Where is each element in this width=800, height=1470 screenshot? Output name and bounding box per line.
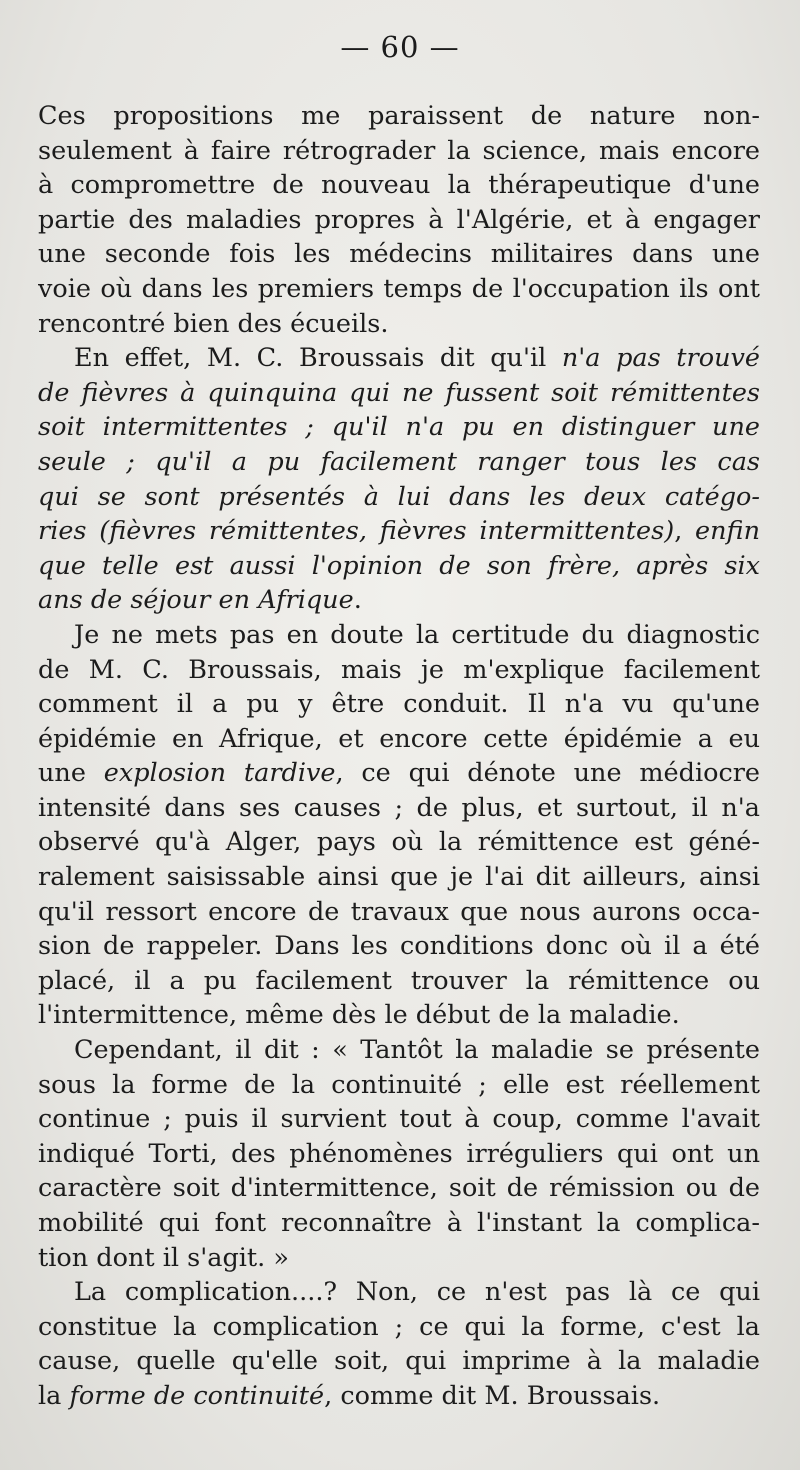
text-segment: La complication....? Non, ce n'est pas là ce qui bbox=[74, 1277, 760, 1308]
italic-text: que telle est aussi l'opinion de son frère, après six bbox=[38, 550, 760, 581]
text-line bbox=[38, 445, 760, 480]
text-segment: ralement saisissable ainsi que je l'ai dit ailleurs, ainsi bbox=[38, 862, 760, 893]
text-segment: intensité dans ses causes ; de plus, et surtout, il n'a bbox=[38, 792, 760, 823]
text-segment: partie des maladies propres à l'Algérie, et à engager bbox=[38, 204, 760, 235]
text-segment: , ce qui dénote une médiocre bbox=[335, 758, 760, 789]
text-segment: cause, quelle qu'elle soit, qui imprime à la maladie bbox=[38, 1346, 760, 1377]
italic-text: ries (fièvres rémittentes, fièvres intermittentes) bbox=[38, 516, 675, 547]
text-line bbox=[38, 99, 760, 134]
text-segment: voie où dans les premiers temps de l'occupation ils ont bbox=[38, 273, 760, 304]
text-segment: une bbox=[38, 758, 104, 789]
text-line bbox=[38, 1275, 760, 1310]
italic-text: ans de séjour en Afrique bbox=[38, 585, 354, 616]
text-line bbox=[38, 1102, 760, 1137]
text-segment: mobilité qui font reconnaître à l'instant la complica- bbox=[38, 1208, 760, 1238]
text-segment: l'intermittence, même dès le début de la maladie. bbox=[38, 1000, 680, 1031]
italic-text: enfin bbox=[695, 516, 760, 547]
text-line bbox=[38, 1206, 760, 1241]
text-line bbox=[38, 549, 760, 584]
text-segment: comment il a pu y être conduit. Il n'a vu qu'une bbox=[38, 689, 760, 720]
text-line bbox=[38, 687, 760, 722]
text-line bbox=[38, 1344, 760, 1379]
paragraph bbox=[38, 1033, 760, 1275]
text-line bbox=[38, 1033, 760, 1068]
italic-text: de fièvres à quinquina qui ne fussent soit rémittentes bbox=[38, 377, 760, 408]
italic-text: soit intermittentes ; qu'il n'a pu en distinguer une bbox=[38, 412, 760, 443]
text-segment: Cependant, il dit : « Tantôt la maladie se présente bbox=[74, 1035, 760, 1066]
text-line bbox=[38, 203, 760, 238]
italic-text: explosion tardive bbox=[103, 758, 336, 789]
italic-text: qui se sont présentés à lui dans les deux catégo- bbox=[38, 481, 760, 512]
italic-text: forme de continuité bbox=[69, 1380, 325, 1411]
text-line bbox=[38, 514, 760, 549]
text-segment: qu'il ressort encore de travaux que nous aurons occa- bbox=[38, 896, 760, 927]
text-line bbox=[38, 722, 760, 757]
text-line bbox=[38, 1068, 760, 1103]
text-segment: , bbox=[674, 516, 696, 547]
paragraph bbox=[38, 1275, 760, 1413]
text-segment: une seconde fois les médecins militaires dans une bbox=[38, 239, 760, 270]
text-segment: de M. C. Broussais, mais je m'explique facilement bbox=[38, 654, 760, 685]
italic-text: seule ; qu'il a pu facilement ranger tous les cas bbox=[38, 446, 760, 477]
text-line bbox=[38, 1241, 760, 1276]
text-line bbox=[38, 1137, 760, 1172]
text-line bbox=[38, 1171, 760, 1206]
text-line bbox=[38, 583, 760, 618]
text-line bbox=[38, 860, 760, 895]
text-line bbox=[38, 168, 760, 203]
text-line bbox=[38, 307, 760, 342]
paragraph bbox=[38, 341, 760, 618]
text-segment: seulement à faire rétrograder la science, mais encore bbox=[38, 135, 760, 166]
text-line bbox=[38, 895, 760, 930]
text-line bbox=[38, 618, 760, 653]
text-line bbox=[38, 237, 760, 272]
text-segment: caractère soit d'intermittence, soit de rémission ou de bbox=[38, 1173, 760, 1204]
paragraph bbox=[38, 618, 760, 1033]
page-number: — 60 — bbox=[340, 30, 460, 64]
text-line bbox=[38, 825, 760, 860]
body-text bbox=[38, 99, 760, 1414]
italic-text: n'a pas trouvé bbox=[561, 343, 760, 374]
text-segment: sous la forme de la continuité ; elle est réellement bbox=[38, 1069, 760, 1100]
text-segment: à compromettre de nouveau la thérapeutique d'une bbox=[38, 170, 760, 201]
text-line bbox=[38, 1379, 760, 1414]
text-segment: continue ; puis il survient tout à coup, comme l'avait bbox=[38, 1104, 760, 1135]
text-segment: constitue la complication ; ce qui la forme, c'est la bbox=[38, 1311, 760, 1342]
text-line bbox=[38, 998, 760, 1033]
text-line bbox=[38, 341, 760, 376]
text-segment: indiqué Torti, des phénomènes irréguliers qui ont un bbox=[38, 1138, 760, 1169]
text-segment: placé, il a pu facilement trouver la rémittence ou bbox=[38, 965, 760, 996]
text-segment: Je ne mets pas en doute la certitude du diagnostic bbox=[74, 619, 760, 650]
text-line bbox=[38, 964, 760, 999]
text-segment: sion de rappeler. Dans les conditions donc où il a été bbox=[38, 931, 760, 962]
text-line bbox=[38, 376, 760, 411]
text-segment: . bbox=[353, 585, 362, 616]
text-segment: épidémie en Afrique, et encore cette épidémie a eu bbox=[38, 723, 760, 754]
text-segment: tion dont il s'agit. » bbox=[38, 1242, 289, 1273]
text-line bbox=[38, 929, 760, 964]
text-segment: , comme dit M. Broussais. bbox=[324, 1380, 661, 1411]
text-line bbox=[38, 480, 760, 515]
text-line bbox=[38, 1310, 760, 1345]
text-line bbox=[38, 653, 760, 688]
text-line bbox=[38, 134, 760, 169]
paragraph bbox=[38, 99, 760, 341]
text-line bbox=[38, 791, 760, 826]
text-line bbox=[38, 756, 760, 791]
text-line bbox=[38, 410, 760, 445]
text-segment: En effet, M. C. Broussais dit qu'il bbox=[74, 343, 562, 374]
text-segment: observé qu'à Alger, pays où la rémittence est géné- bbox=[38, 827, 760, 858]
text-segment: la bbox=[38, 1380, 70, 1411]
text-line bbox=[38, 272, 760, 307]
text-segment: Ces propositions me paraissent de nature non- bbox=[38, 101, 760, 131]
text-segment: rencontré bien des écueils. bbox=[38, 308, 389, 339]
